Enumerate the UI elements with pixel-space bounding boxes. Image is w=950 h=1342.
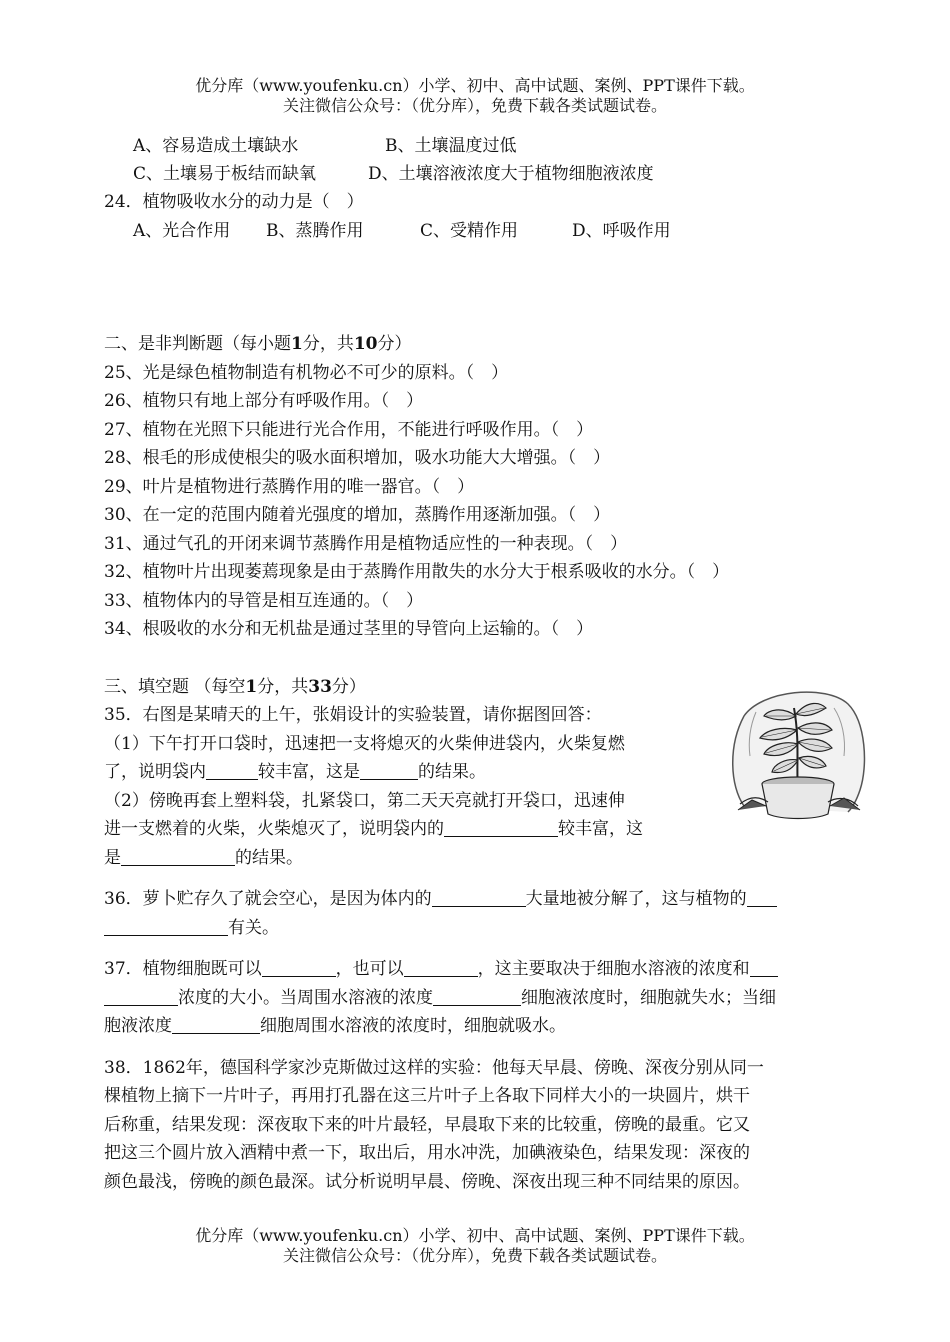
q36-line1: 36．萝卜贮存久了就会空心，是因为体内的 大量地被分解了，这与植物的 bbox=[104, 887, 777, 911]
q24-option-a: A、光合作用 bbox=[133, 221, 231, 241]
q38-line: 颜色最浅，傍晚的颜色最深。试分析说明早晨、傍晚、深夜出现三种不同结果的原因。 bbox=[104, 1172, 750, 1192]
section-3-heading: 三、填空题 （每空1分，共33分） bbox=[104, 677, 366, 697]
q35-part2-line3: 是 的结果。 bbox=[104, 848, 303, 868]
q38-line: 棵植物上摘下一片叶子，再用打孔器在这三片叶子上各取下同样大小的一块圆片，烘干 bbox=[104, 1086, 750, 1106]
judgment-item: 27、植物在光照下只能进行光合作用，不能进行呼吸作用。（ ） bbox=[104, 420, 594, 440]
q24-stem: 24．植物吸收水分的动力是（ ） bbox=[104, 192, 364, 212]
judgment-item: 25、光是绿色植物制造有机物必不可少的原料。（ ） bbox=[104, 363, 509, 383]
q38-line: 后称重，结果发现：深夜取下来的叶片最轻，早晨取下来的比较重，傍晚的最重。它又 bbox=[104, 1115, 750, 1135]
answer-blank[interactable] bbox=[172, 1015, 260, 1034]
q35-part2-line1: （2）傍晚再套上塑料袋，扎紧袋口，第二天天亮就打开袋口，迅速伸 bbox=[104, 791, 625, 811]
q38-line: 把这三个圆片放入酒精中煮一下，取出后，用水冲洗，加碘液染色，结果发现：深夜的 bbox=[104, 1143, 750, 1163]
q23-option-b: B、土壤温度过低 bbox=[385, 136, 517, 156]
answer-blank[interactable] bbox=[121, 847, 235, 866]
judgment-item: 33、植物体内的导管是相互连通的。（ ） bbox=[104, 591, 424, 611]
q36-line2: 有关。 bbox=[104, 916, 279, 940]
plant-in-bag-figure bbox=[722, 686, 868, 828]
footer-line-1: 优分库（www.youfenku.cn）小学、初中、高中试题、案例、PPT课件下载。 bbox=[195, 1226, 755, 1245]
judgment-item: 34、根吸收的水分和无机盐是通过茎里的导管向上运输的。（ ） bbox=[104, 619, 594, 639]
footer-line-2: 关注微信公众号：（优分库），免费下载各类试题试卷。 bbox=[282, 1246, 667, 1265]
header-line-1: 优分库（www.youfenku.cn）小学、初中、高中试题、案例、PPT课件下载。 bbox=[195, 76, 755, 95]
header-line-2: 关注微信公众号：（优分库），免费下载各类试题试卷。 bbox=[282, 96, 667, 115]
answer-blank[interactable] bbox=[444, 818, 558, 837]
judgment-item: 29、叶片是植物进行蒸腾作用的唯一器官。（ ） bbox=[104, 477, 475, 497]
answer-blank[interactable] bbox=[433, 987, 521, 1006]
q23-option-a: A、容易造成土壤缺水 bbox=[133, 136, 299, 156]
q24-option-d: D、呼吸作用 bbox=[572, 221, 671, 241]
q35-part1-line1: （1）下午打开口袋时，迅速把一支将熄灭的火柴伸进袋内，火柴复燃 bbox=[104, 734, 625, 754]
answer-blank[interactable] bbox=[432, 888, 526, 907]
answer-blank-continued[interactable] bbox=[104, 987, 178, 1006]
judgment-item: 32、植物叶片出现萎蔫现象是由于蒸腾作用散失的水分大于根系吸收的水分。（ ） bbox=[104, 562, 730, 582]
answer-blank[interactable] bbox=[262, 958, 336, 977]
q35-part2-line2: 进一支燃着的火柴，火柴熄灭了，说明袋内的 较丰富，这 bbox=[104, 819, 643, 839]
q37-line2: 浓度的大小。当周围水溶液的浓度 细胞液浓度时，细胞就失水；当细 bbox=[104, 986, 776, 1010]
q35-stem: 35．右图是某晴天的上午，张娟设计的实验装置，请你据图回答： bbox=[104, 705, 602, 725]
q35-part1-line2: 了，说明袋内 较丰富，这是 的结果。 bbox=[104, 762, 486, 782]
answer-blank-continued[interactable] bbox=[104, 917, 228, 936]
answer-blank[interactable] bbox=[360, 761, 418, 780]
answer-blank[interactable] bbox=[747, 888, 777, 907]
q24-option-c: C、受精作用 bbox=[420, 221, 519, 241]
q23-option-c: C、土壤易于板结而缺氧 bbox=[133, 164, 317, 184]
q38-line: 38．1862年，德国科学家沙克斯做过这样的实验：他每天早晨、傍晚、深夜分别从同一 bbox=[104, 1058, 764, 1078]
q37-line1: 37．植物细胞既可以 ，也可以 ，这主要取决于细胞水溶液的浓度和 bbox=[104, 957, 778, 981]
judgment-item: 28、根毛的形成使根尖的吸水面积增加，吸水功能大大增强。（ ） bbox=[104, 448, 611, 468]
judgment-item: 31、通过气孔的开闭来调节蒸腾作用是植物适应性的一种表现。（ ） bbox=[104, 534, 628, 554]
answer-blank[interactable] bbox=[750, 958, 778, 977]
judgment-item: 30、在一定的范围内随着光强度的增加，蒸腾作用逐渐加强。（ ） bbox=[104, 505, 611, 525]
judgment-item: 26、植物只有地上部分有呼吸作用。（ ） bbox=[104, 391, 424, 411]
q24-option-b: B、蒸腾作用 bbox=[266, 221, 364, 241]
answer-blank[interactable] bbox=[206, 761, 258, 780]
section-2-heading: 二、是非判断题（每小题1分，共10分） bbox=[104, 334, 412, 354]
answer-blank[interactable] bbox=[404, 958, 478, 977]
q37-line3: 胞液浓度 细胞周围水溶液的浓度时，细胞就吸水。 bbox=[104, 1016, 566, 1036]
q23-option-d: D、土壤溶液浓度大于植物细胞液浓度 bbox=[368, 164, 654, 184]
